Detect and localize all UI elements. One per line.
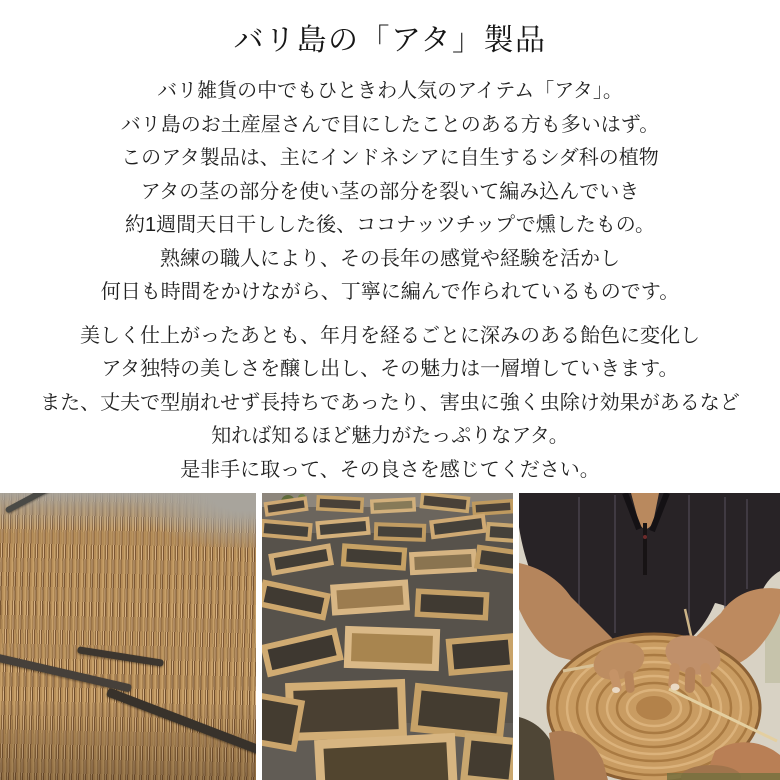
appeal-paragraph — [0, 320, 780, 488]
photo-baskets-sun-drying — [262, 493, 513, 780]
appeal-line-1: 美しく仕上がったあとも、年月を経るごとに深みのある飴色に変化し — [80, 324, 700, 347]
intro-line-6: 熟練の職人により、その長年の感覚や経験を活かし — [160, 247, 620, 270]
bundle-tie — [106, 688, 256, 756]
baskets-illustration — [262, 493, 513, 780]
intro-line-3: このアタ製品は、主にインドネシアに自生するシダ科の植物 — [121, 147, 659, 169]
appeal-line-2: アタ独特の美しさを醸し出し、その魅力は一層増していきます。 — [101, 358, 679, 380]
bundle-tie — [4, 493, 52, 514]
intro-line-4: アタの茎の部分を使い茎の部分を裂いて編み込んでいき — [140, 180, 640, 203]
appeal-line-4: 知れば知るほど魅力がたっぷりなアタ。 — [211, 425, 569, 447]
intro-line-1: バリ雑貨の中でもひときわ人気のアイテム「アタ」。 — [157, 80, 623, 102]
intro-line-7: 何日も時間をかけながら、丁寧に編んで作られているものです。 — [100, 281, 680, 303]
appeal-line-3: また、丈夫で型崩れせず長持ちであったり、害虫に強く虫除け効果があるなど — [40, 391, 740, 414]
artisan-illustration — [519, 493, 780, 780]
appeal-line-5: 是非手に取って、その良さを感じてください。 — [180, 458, 600, 481]
intro-line-2: バリ島のお土産屋さんで目にしたことのある方も多いはず。 — [120, 113, 660, 136]
intro-paragraph — [0, 75, 780, 310]
photo-strip — [0, 493, 780, 780]
intro-line-5: 約1週間天日干しした後、ココナッツチップで燻したもの。 — [125, 214, 655, 236]
bundle-tie — [77, 646, 164, 667]
photo-artisan-weaving-plate — [519, 493, 780, 780]
page-title: バリ島の「アタ」製品 — [233, 24, 547, 57]
photo-ata-stem-bundles — [0, 493, 256, 780]
